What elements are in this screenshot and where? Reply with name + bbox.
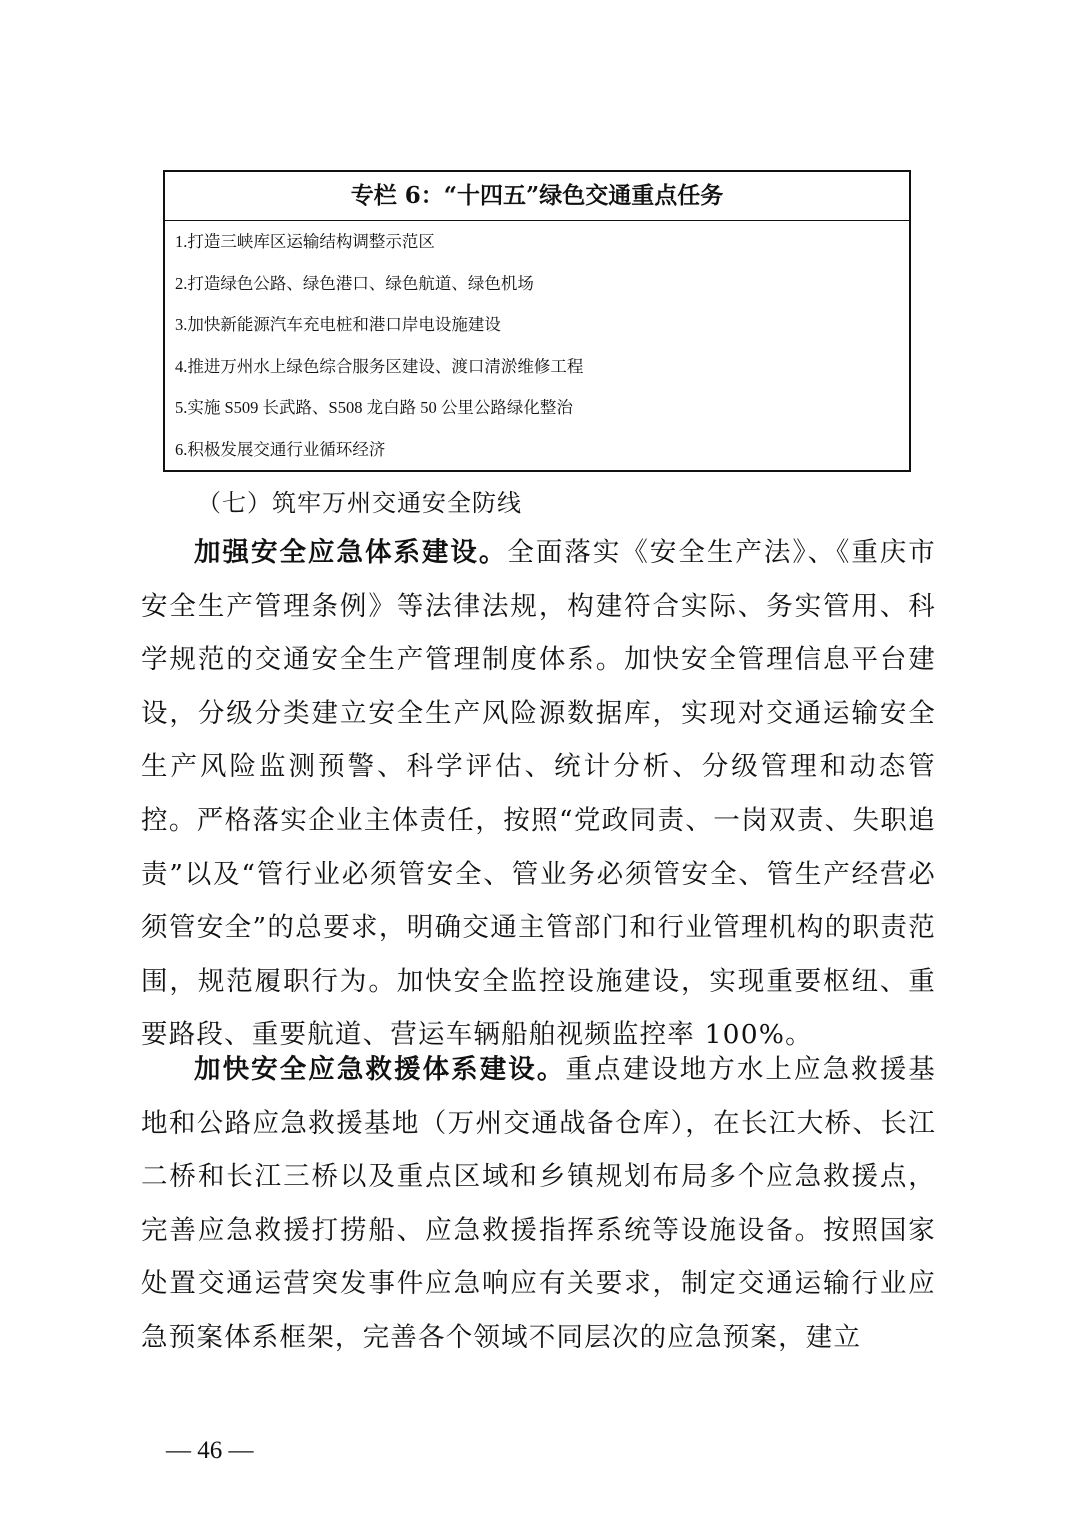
paragraph-body: 重点建设地方水上应急救援基地和公路应急救援基地（万州交通战备仓库），在长江大桥、长江二桥和长江三桥以及重点区域和乡镇规划布局多个应急救援点，完善应急救援打捞船、应急救援指挥系统等设施设备。按照国家处置交通运营突发事件应急响应有关要求，制定交通运输行业应急预案体系框架，完善各个领域不同层次的应急预案，建立 [141, 1054, 936, 1353]
column-box-title: 专栏 6：“十四五”绿色交通重点任务 [165, 172, 909, 221]
page-number: — 46 — [166, 1437, 254, 1464]
paragraph-emergency-rescue-system [141, 1043, 936, 1365]
column-box-green-transport [163, 170, 911, 472]
column-box-item-5: 5.实施 S509 长武路、S508 龙白路 50 公里公路绿化整治 [175, 398, 573, 417]
column-box-item-4: 4.推进万州水上绿色综合服务区建设、渡口清淤维修工程 [175, 356, 584, 376]
paragraph-safety-emergency-system [141, 526, 936, 1062]
paragraph-body: 全面落实《安全生产法》、《重庆市安全生产管理条例》等法律法规，构建符合实际、务实管用、科学规范的交通安全生产管理制度体系。加快安全管理信息平台建设，分级分类建立安全生产风险源数据库，实现对交通运输安全生产风险监测预警、科学评估、统计分析、分级管理和动态管控。严格落实企业主体责任，按照“党政同责、一岗双责、失职追责”以及“管行业必须管安全、管业务必须管安全、管生产经营必须管安全”的总要求，明确交通主管部门和行业管理机构的职责范围，规范履职行为。加快安全监控设施建设，实现重要枢纽、重要路段、重要航道、营运车辆船舶视频监控率 100%。 [141, 537, 937, 1051]
column-box-item-1: 1.打造三峡库区运输结构调整示范区 [175, 232, 435, 251]
column-box-item-2: 2.打造绿色公路、绿色港口、绿色航道、绿色机场 [175, 273, 534, 293]
column-box-item-6: 6.积极发展交通行业循环经济 [175, 439, 386, 459]
paragraph-lead: 加快安全应急救援体系建设。 [194, 1054, 566, 1085]
paragraph-lead: 加强安全应急体系建设。 [194, 537, 508, 568]
column-box-item-3: 3.加快新能源汽车充电桩和港口岸电设施建设 [175, 315, 501, 334]
section-heading: （七）筑牢万州交通安全防线 [197, 489, 522, 517]
